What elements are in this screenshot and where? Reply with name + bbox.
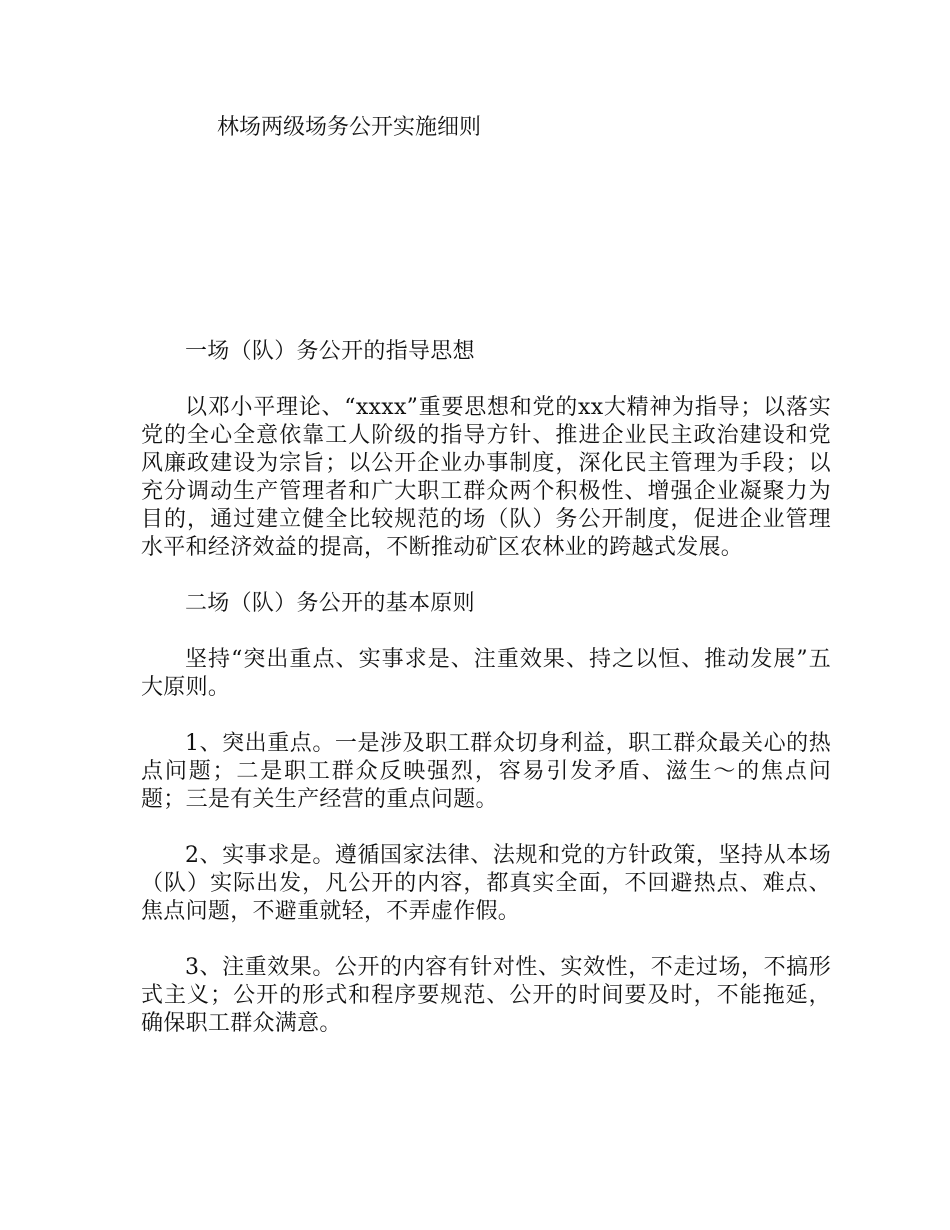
section-heading-basic-principles: 二场（队）务公开的基本原则	[185, 591, 475, 616]
paragraph-principle-3: 3、注重效果。公开的内容有针对性、实效性，不走过场，不搞形式主义；公开的形式和程序要规范、公开的时间要及时，不能拖延，确保职工群众满意。	[141, 955, 831, 1036]
paragraph-principle-2: 2、实事求是。遵循国家法律、法规和党的方针政策，坚持从本场（队）实际出发，凡公开的内容，都真实全面，不回避热点、难点、焦点问题，不避重就轻，不弄虚作假。	[141, 843, 831, 924]
paragraph-guiding-ideology: 以邓小平理论、“xxxx”重要思想和党的xx大精神为指导；以落实党的全心全意依靠工人阶级的指导方针、推进企业民主政治建设和党风廉政建设为宗旨；以公开企业办事制度，深化民主管理为手段；以充分调动生产管理者和广大职工群众两个积极性、增强企业凝聚力为目的，通过建立健全比较规范的场（队）务公开制度，促进企业管理水平和经济效益的提高，不断推动矿区农林业的跨越式发展。	[141, 395, 831, 560]
document-body	[141, 338, 831, 1066]
paragraph-five-principles: 坚持“突出重点、实事求是、注重效果、持之以恒、推动发展”五大原则。	[141, 647, 831, 700]
document-title: 林场两级场务公开实施细则	[217, 115, 482, 140]
section-heading-guiding-ideology: 一场（队）务公开的指导思想	[185, 339, 475, 364]
paragraph-principle-1: 1、突出重点。一是涉及职工群众切身利益，职工群众最关心的热点问题；二是职工群众反映强烈，容易引发矛盾、滋生～的焦点问题；三是有关生产经营的重点问题。	[141, 731, 831, 812]
